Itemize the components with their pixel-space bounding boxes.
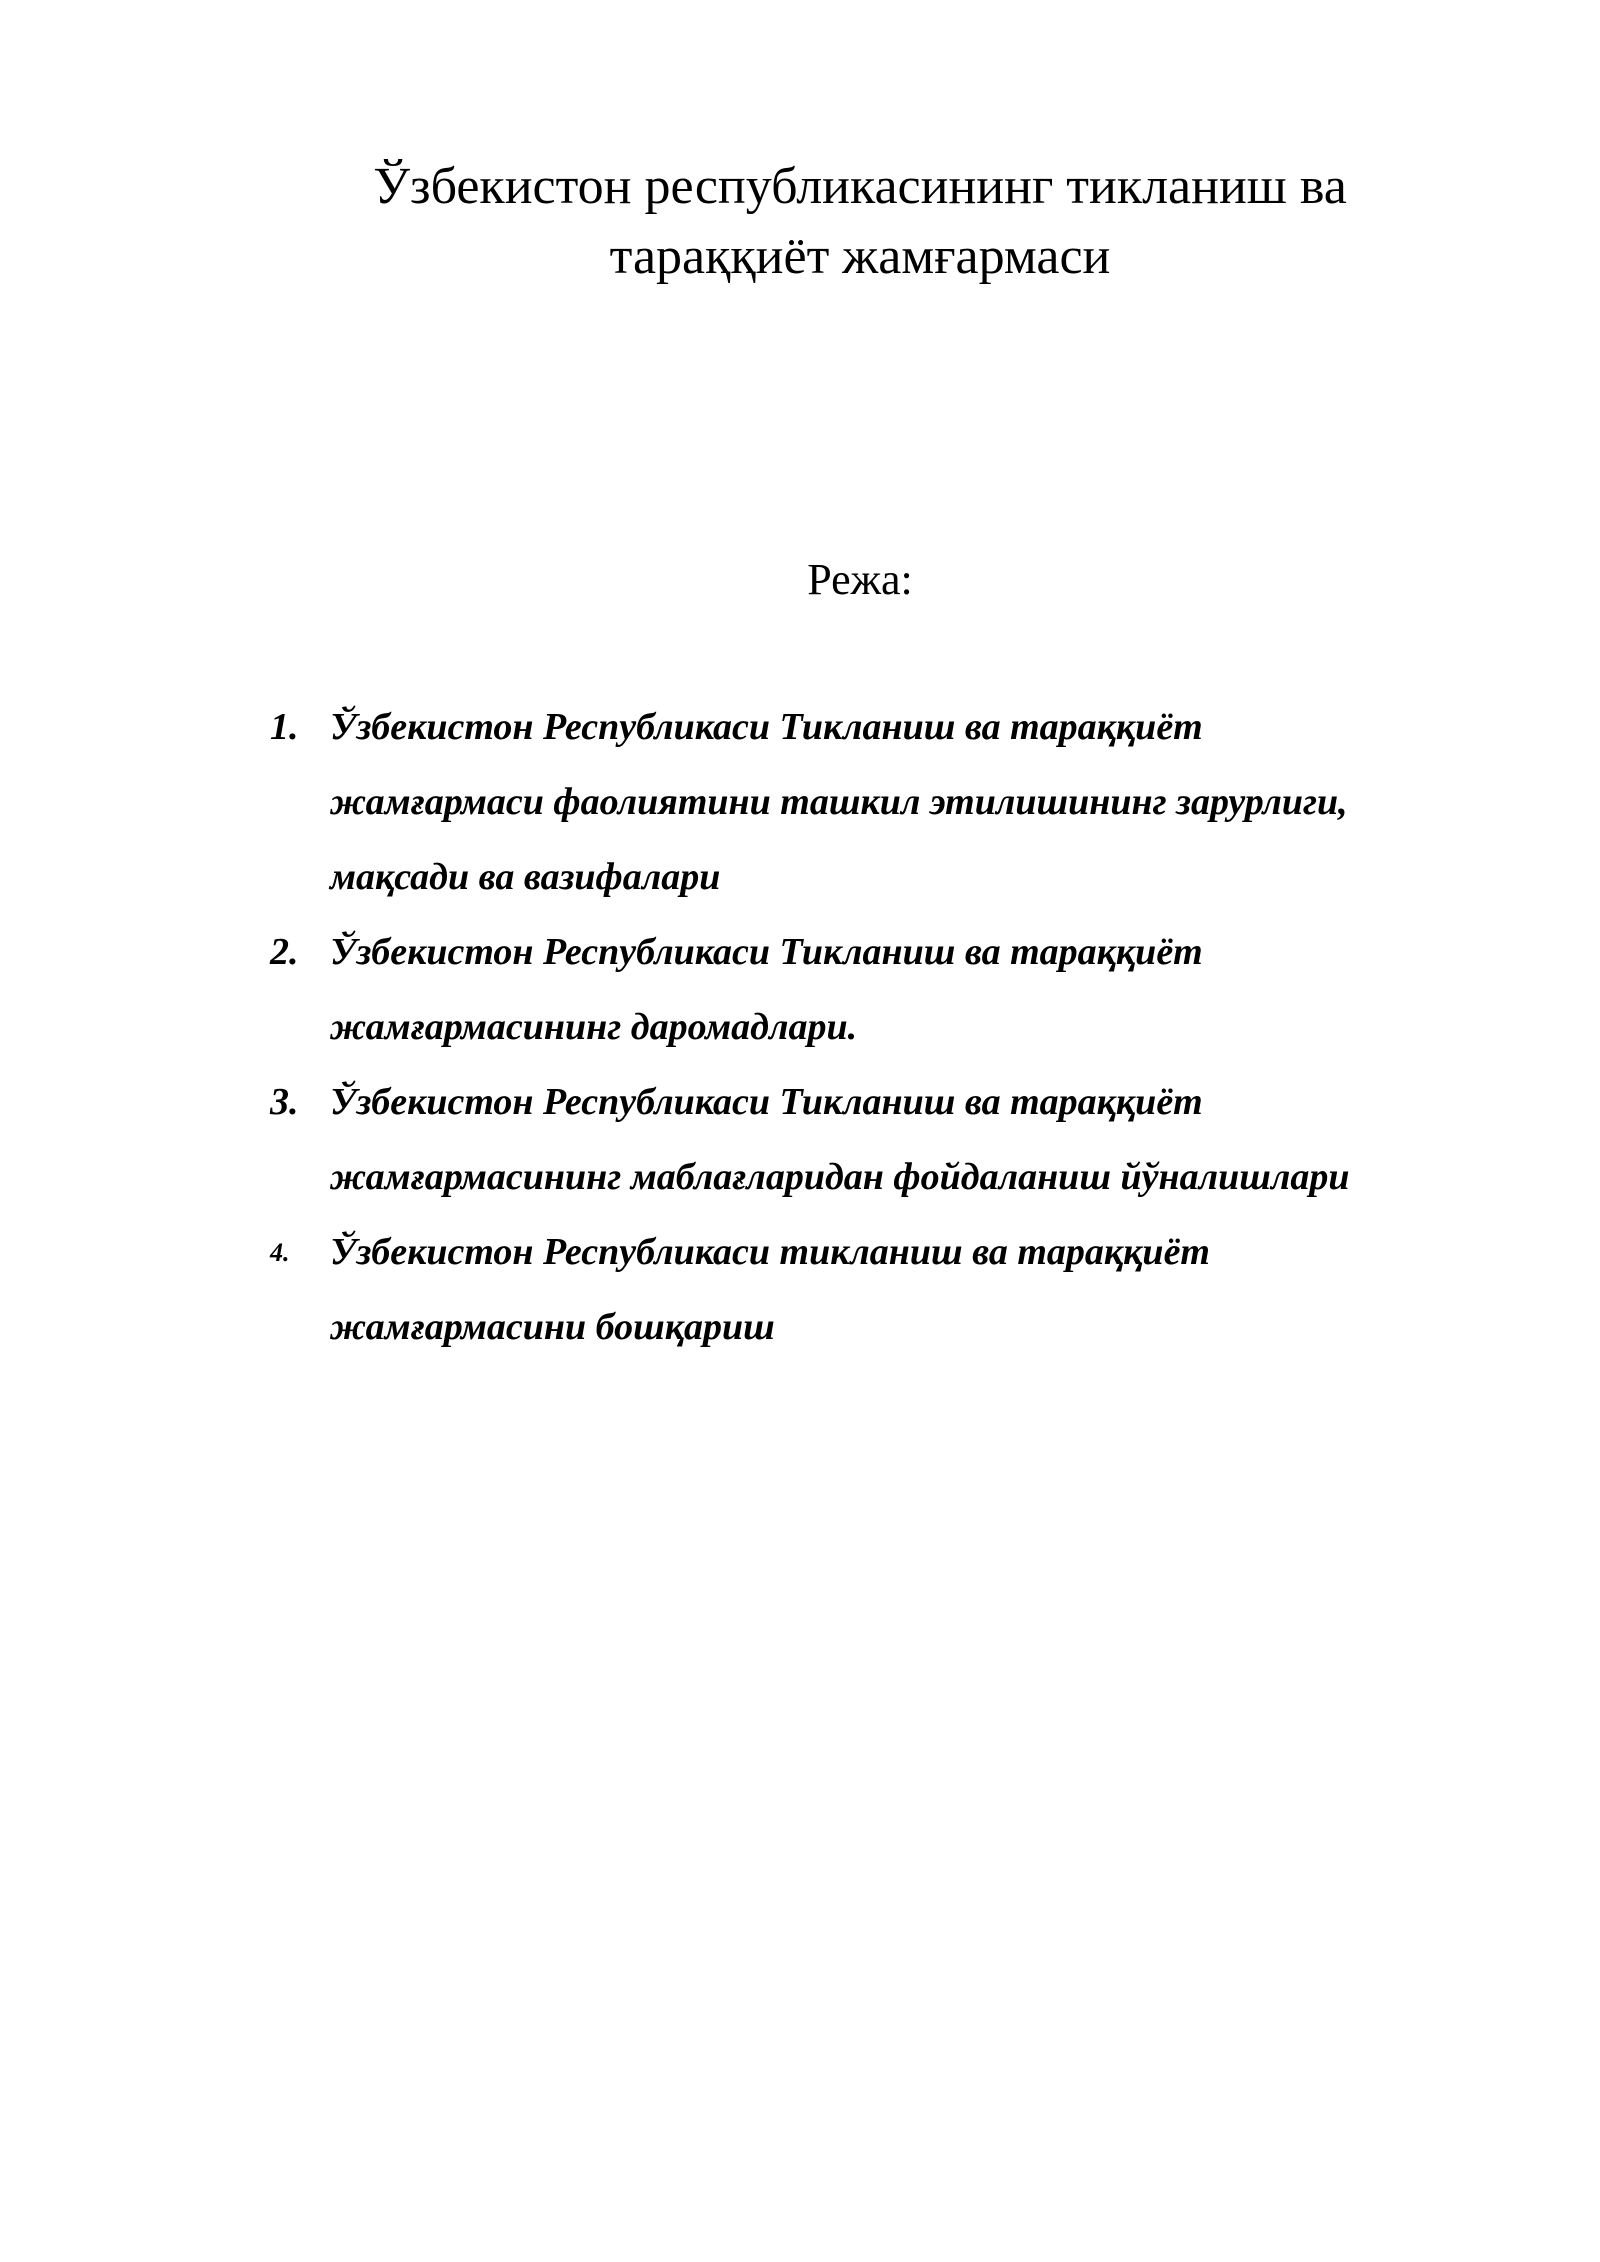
plan-item-line: жамғармасининг даромадлари. (330, 1006, 858, 1048)
plan-item-number: 4. (270, 1238, 290, 1267)
title-line-1: Ўзбекистон республикасининг тикланиш ва (373, 158, 1347, 215)
document-title (280, 152, 1440, 292)
plan-item-line: Ўзбекистон Республикаси Тикланиш ва тараққиёт (330, 706, 1203, 748)
plan-item-line: Ўзбекистон Республикаси Тикланиш ва тараққиёт (330, 1081, 1203, 1123)
plan-item-2 (270, 915, 1510, 1065)
title-line-2: тараққиёт жамғармаси (609, 228, 1111, 285)
plan-item-line: мақсади ва вазифалари (330, 856, 721, 898)
plan-item-line: Ўзбекистон Республикаси тикланиш ва тараққиёт (330, 1231, 1210, 1273)
plan-item-line: Ўзбекистон Республикаси Тикланиш ва тараққиёт (330, 931, 1203, 973)
plan-list (270, 690, 1510, 1365)
plan-item-1 (270, 690, 1510, 915)
plan-item-number: 3. (270, 1081, 299, 1123)
plan-item-4 (270, 1215, 1510, 1365)
plan-item-line: жамғармаси фаолиятини ташкил этилишининг зарурлиги, (330, 781, 1348, 823)
plan-item-number: 2. (270, 931, 299, 973)
plan-item-number: 1. (270, 706, 299, 748)
plan-heading: Режа: (807, 555, 913, 604)
plan-item-line: жамғармасини бошқариш (330, 1306, 775, 1348)
plan-item-line: жамғармасининг маблағларидан фойдаланиш йўналишлари (330, 1156, 1350, 1198)
plan-item-3 (270, 1065, 1510, 1215)
